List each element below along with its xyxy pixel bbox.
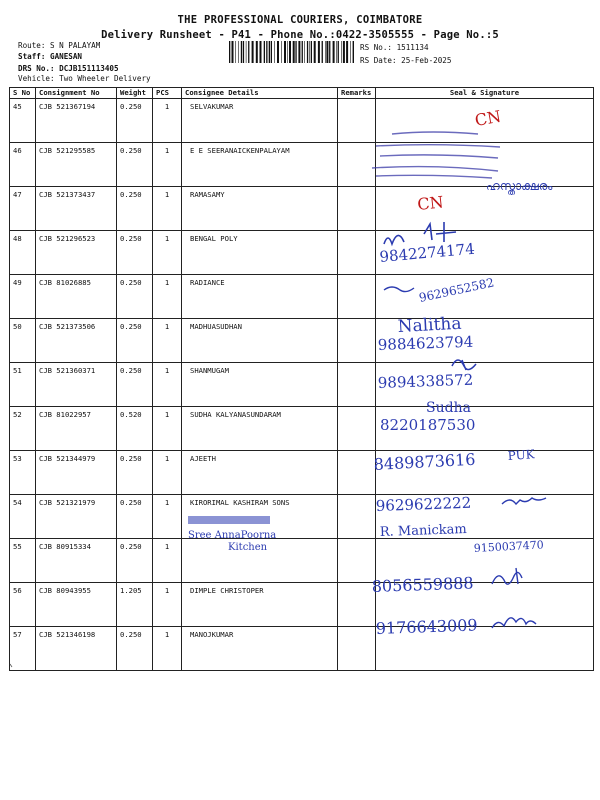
phone-57: 9176643009	[375, 615, 478, 638]
cell-weight: 0.520	[117, 407, 153, 451]
cell-weight: 0.250	[117, 99, 153, 143]
signature-56	[492, 568, 522, 584]
cell-consignee: DIMPLE CHRISTOPER	[182, 583, 338, 627]
cell-pcs: 1	[153, 451, 182, 495]
cell-consignee: RADIANCE	[182, 275, 338, 319]
cell-weight: 0.250	[117, 275, 153, 319]
cn-mark: CN	[416, 192, 445, 214]
phone-48: 9842274174	[378, 239, 476, 266]
consignee-55-handwritten	[188, 530, 279, 553]
signature-57	[492, 618, 536, 628]
cell-consignee: SHANMUGAM	[182, 363, 338, 407]
cell-pcs: 1	[153, 187, 182, 231]
signature-53: PUK	[507, 447, 536, 463]
cell-consignee: RAMASAMY	[182, 187, 338, 231]
cell-pcs: 1	[153, 495, 182, 539]
col-header-weight: Weight	[117, 88, 153, 99]
cell-consignment: CJB 521373506	[36, 319, 117, 363]
stray-mark	[10, 664, 12, 667]
cell-sno: 54	[10, 495, 36, 539]
phone-54: 9629622222	[375, 493, 472, 515]
cell-sno: 49	[10, 275, 36, 319]
cell-sno: 51	[10, 363, 36, 407]
cell-consignment: CJB 80915334	[36, 539, 117, 583]
rs-date: RS Date: 25-Feb-2025	[360, 56, 452, 65]
signature-54	[502, 498, 546, 504]
cell-consignment: CJB 521344979	[36, 451, 117, 495]
cell-consignment: CJB 521360371	[36, 363, 117, 407]
phone-49: 9629652582	[417, 275, 496, 305]
cell-consignment: CJB 81022957	[36, 407, 117, 451]
cell-consignment: CJB 521346198	[36, 627, 117, 671]
cell-weight: 1.205	[117, 583, 153, 627]
phone-55: 9150037470	[473, 538, 545, 555]
col-header-consignment: Consignment No	[36, 88, 117, 99]
consignee-55-line: Sree AnnaPoorna	[188, 530, 277, 541]
col-header-remarks: Remarks	[338, 88, 376, 99]
strikeout-mark	[188, 516, 270, 524]
cn-mark: CN	[473, 106, 503, 130]
cell-consignee: KIRORIMAL KASHIRAM SONS	[182, 495, 338, 539]
cell-pcs: 1	[153, 407, 182, 451]
cell-sno: 52	[10, 407, 36, 451]
cell-consignee: SUDHA KALYANASUNDARAM	[182, 407, 338, 451]
cell-consignment: CJB 81026885	[36, 275, 117, 319]
cell-consignment: CJB 521296523	[36, 231, 117, 275]
route-label: Route: S N PALAYAM	[18, 41, 101, 50]
cell-pcs: 1	[153, 99, 182, 143]
signature-51	[452, 360, 476, 370]
signature-55: R. Manickam	[379, 521, 467, 540]
cell-weight: 0.250	[117, 495, 153, 539]
cell-consignee: MANOJKUMAR	[182, 627, 338, 671]
cell-weight: 0.250	[117, 627, 153, 671]
cell-weight: 0.250	[117, 363, 153, 407]
cell-weight: 0.250	[117, 187, 153, 231]
cell-sno: 57	[10, 627, 36, 671]
cell-sno: 45	[10, 99, 36, 143]
cell-pcs: 1	[153, 275, 182, 319]
signature-49	[384, 287, 414, 292]
cell-consignee: E E SEERANAICKENPALAYAM	[182, 143, 338, 187]
cell-consignment: CJB 521321979	[36, 495, 117, 539]
cell-weight: 0.250	[117, 451, 153, 495]
signature-52: Sudha	[426, 400, 471, 416]
cell-pcs: 1	[153, 319, 182, 363]
col-header-sno: S No	[10, 88, 36, 99]
cell-sno: 48	[10, 231, 36, 275]
cell-consignment: CJB 521367194	[36, 99, 117, 143]
cell-sno: 46	[10, 143, 36, 187]
phone-52: 8220187530	[380, 416, 476, 434]
signature-47: ഹസ്താക്ഷരം	[486, 179, 553, 193]
cell-sno: 50	[10, 319, 36, 363]
cell-consignee: AJEETH	[182, 451, 338, 495]
cell-sno: 56	[10, 583, 36, 627]
cell-weight: 0.250	[117, 231, 153, 275]
cell-pcs: 1	[153, 143, 182, 187]
cell-pcs: 1	[153, 627, 182, 671]
cell-consignment: CJB 521373437	[36, 187, 117, 231]
cell-sno: 55	[10, 539, 36, 583]
signature-50: Nalitha	[397, 313, 462, 337]
phone-51: 9894338572	[377, 370, 474, 392]
cell-weight: 0.250	[117, 539, 153, 583]
cell-consignee: MADHUASUDHAN	[182, 319, 338, 363]
cell-pcs: 1	[153, 231, 182, 275]
delivery-stamp-1	[372, 132, 500, 178]
cell-sno: 47	[10, 187, 36, 231]
col-header-consignee: Consignee Details	[182, 88, 338, 99]
cell-pcs: 1	[153, 583, 182, 627]
cell-consignee: SELVAKUMAR	[182, 99, 338, 143]
cell-weight: 0.250	[117, 143, 153, 187]
drs-number: DRS No.: DCJB151113405	[18, 64, 119, 73]
cell-sno: 53	[10, 451, 36, 495]
phone-56: 8056559888	[371, 573, 474, 596]
col-header-pcs: PCS	[153, 88, 182, 99]
consignee-55-line: Kitchen	[228, 542, 268, 553]
cell-consignee: BENGAL POLY	[182, 231, 338, 275]
cell-weight: 0.250	[117, 319, 153, 363]
col-header-signature: Seal & Signature	[376, 88, 594, 99]
phone-53: 8489873616	[373, 449, 476, 474]
runsheet-subtitle: Delivery Runsheet - P41 - Phone No.:0422-3505555 - Page No.:5	[101, 29, 499, 41]
signature-48	[384, 222, 456, 244]
phone-50: 9884623794	[377, 332, 474, 354]
staff-label: Staff: GANESAN	[18, 52, 83, 61]
cell-consignment: CJB 521295585	[36, 143, 117, 187]
vehicle-label: Vehicle: Two Wheeler Delivery	[18, 74, 151, 83]
rs-number: RS No.: 1511134	[360, 43, 429, 52]
document-title: THE PROFESSIONAL COURIERS, COIMBATORE	[177, 14, 423, 26]
cell-pcs: 1	[153, 363, 182, 407]
cell-consignment: CJB 80943955	[36, 583, 117, 627]
cell-pcs: 1	[153, 539, 182, 583]
